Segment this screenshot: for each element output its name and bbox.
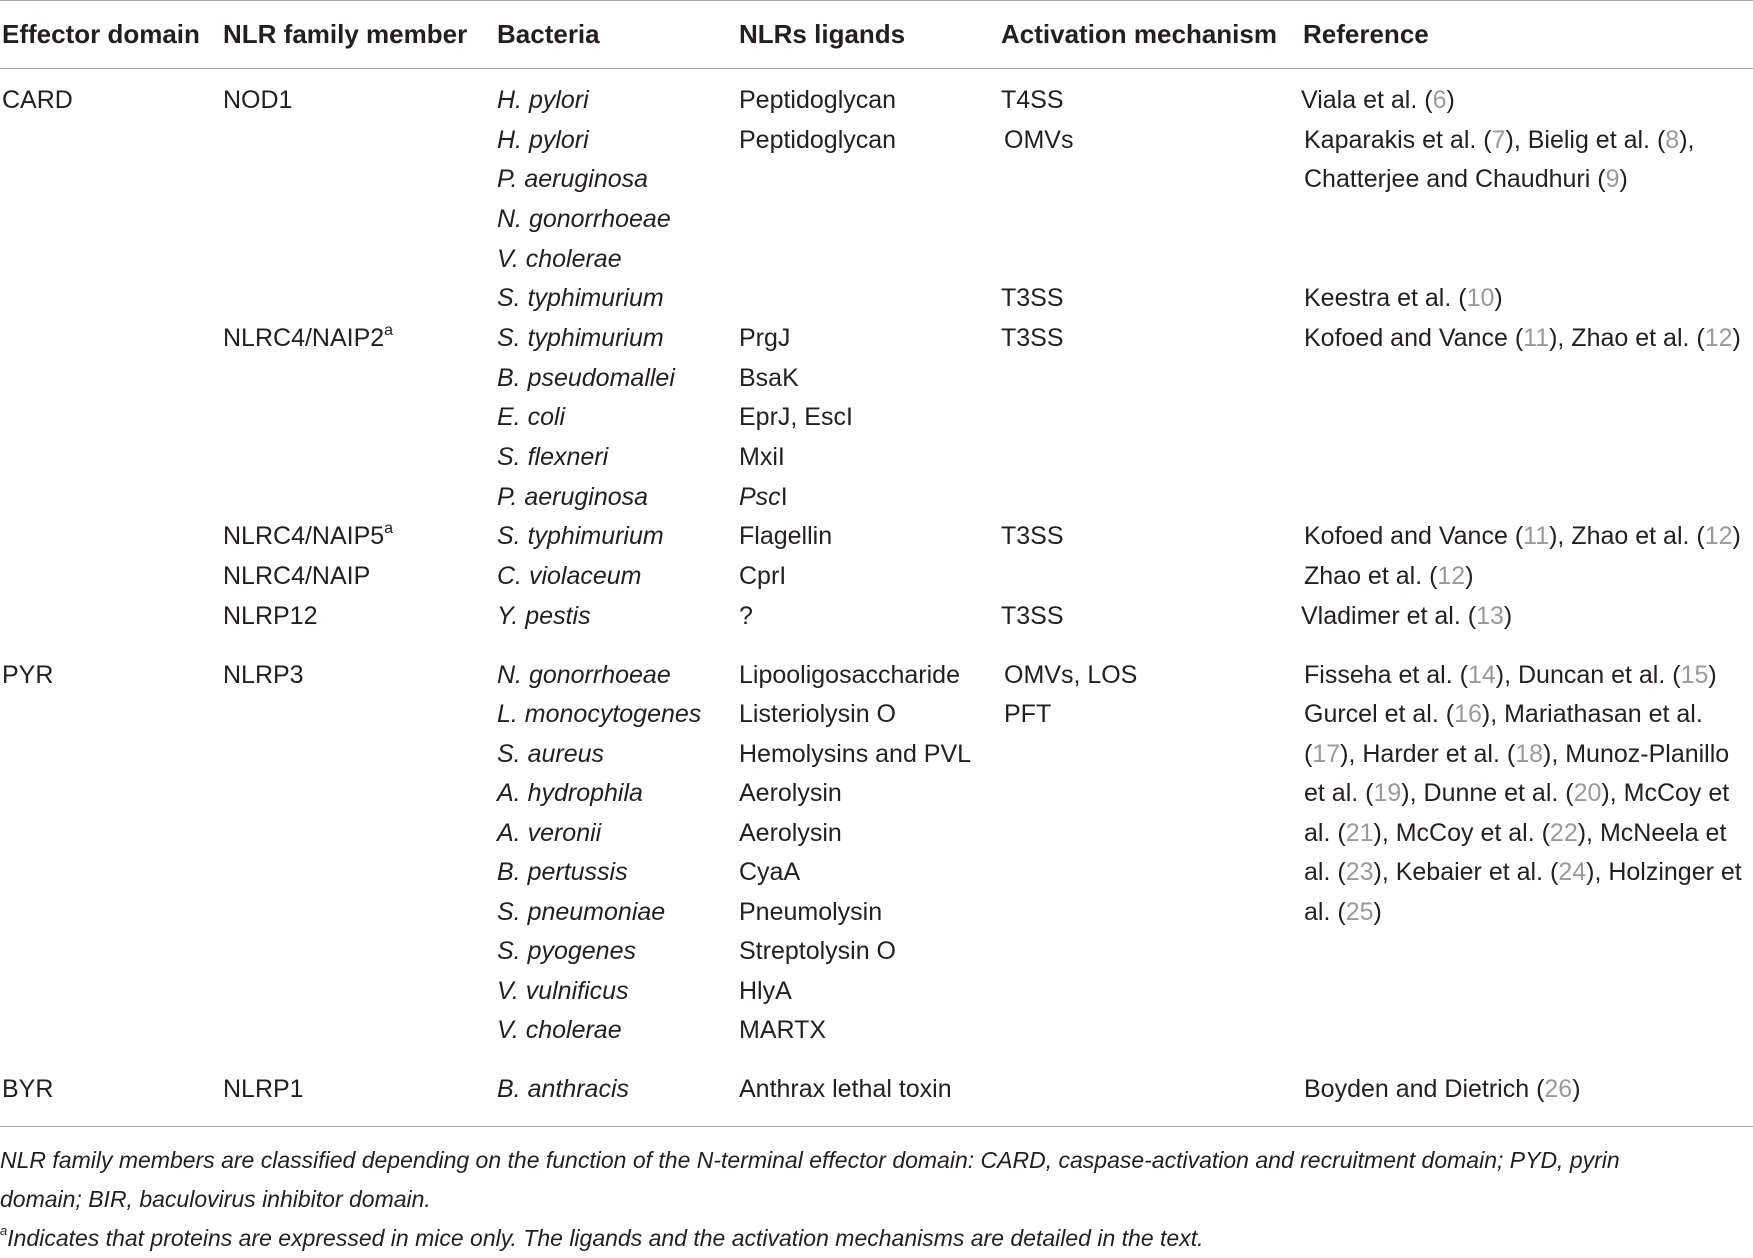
table-cell: T3SS bbox=[1001, 522, 1064, 550]
table-cell: V. vulnificus bbox=[497, 977, 629, 1005]
table-cell: Anthrax lethal toxin bbox=[739, 1075, 952, 1103]
table-header-rule bbox=[0, 68, 1753, 69]
table-cell: S. typhimurium bbox=[497, 522, 664, 550]
table-cell: E. coli bbox=[497, 403, 566, 431]
footnote-classification-continued: domain; BIR, baculovirus inhibitor domain. bbox=[0, 1186, 431, 1212]
table-cell: al. (23), Kebaier et al. (24), Holzinger et bbox=[1304, 858, 1742, 886]
table-cell: ? bbox=[739, 602, 753, 630]
table-cell: Hemolysins and PVL bbox=[739, 740, 972, 768]
reference-number: 13 bbox=[1476, 602, 1504, 630]
header-nlr-family-member: NLR family member bbox=[223, 19, 468, 49]
table-cell: NLRP3 bbox=[223, 661, 304, 689]
table-cell: H. pylori bbox=[497, 126, 589, 154]
table-cell: PYR bbox=[2, 661, 54, 689]
table-cell: OMVs bbox=[1004, 126, 1074, 154]
table-cell: CprI bbox=[739, 562, 787, 590]
table-cell: S. typhimurium bbox=[497, 324, 664, 352]
table-cell: CARD bbox=[2, 86, 73, 114]
table-cell: EprJ, EscI bbox=[739, 403, 853, 431]
table-top-rule bbox=[0, 0, 1753, 1]
table-cell: al. (21), McCoy et al. (22), McNeela et bbox=[1304, 819, 1727, 847]
table-cell: NLRP1 bbox=[223, 1075, 304, 1103]
reference-number: 12 bbox=[1704, 324, 1733, 352]
reference-number: 7 bbox=[1491, 126, 1506, 154]
header-reference: Reference bbox=[1303, 19, 1429, 49]
footnote-marker: a bbox=[384, 519, 394, 537]
table-cell: S. flexneri bbox=[497, 443, 609, 471]
table-cell: al. (25) bbox=[1304, 898, 1382, 926]
footnote-classification: NLR family members are classified depending on the function of the N-terminal effector domain: CARD, caspase-activation and recruitment domain; PYD, pyrin bbox=[0, 1147, 1620, 1173]
table-cell: NOD1 bbox=[223, 86, 293, 114]
table-cell: MARTX bbox=[739, 1016, 827, 1044]
table-cell: OMVs, LOS bbox=[1004, 661, 1138, 689]
table-cell: T4SS bbox=[1001, 86, 1064, 114]
table-cell: Fisseha et al. (14), Duncan et al. (15) bbox=[1304, 661, 1717, 689]
table-cell: Pneumolysin bbox=[739, 898, 883, 926]
table-cell: Aerolysin bbox=[739, 819, 842, 847]
table-cell: NLRC4/NAIP5$^a$ bbox=[223, 519, 394, 550]
table-cell: B. anthracis bbox=[497, 1075, 630, 1103]
reference-number: 11 bbox=[1523, 522, 1550, 550]
table-cell: BYR bbox=[2, 1075, 54, 1103]
table-cell: Streptolysin O bbox=[739, 937, 897, 965]
table-cell: N. gonorrhoeae bbox=[497, 661, 671, 689]
table-cell: Chatterjee and Chaudhuri (9) bbox=[1304, 165, 1628, 193]
footnote-marker: a bbox=[0, 1223, 8, 1239]
table-cell: L. monocytogenes bbox=[497, 700, 702, 728]
reference-number: 18 bbox=[1515, 740, 1544, 768]
table-cell: NLRC4/NAIP bbox=[223, 562, 371, 590]
table-cell: S. typhimurium bbox=[497, 284, 664, 312]
table-cell: Kofoed and Vance (11), Zhao et al. (12) bbox=[1304, 522, 1741, 550]
header-activation-mechanism: Activation mechanism bbox=[1001, 19, 1277, 49]
table-cell: V. cholerae bbox=[497, 245, 622, 273]
table-cell: Viala et al. (6) bbox=[1301, 86, 1455, 114]
table-cell: S. pneumoniae bbox=[497, 898, 666, 926]
reference-number: 25 bbox=[1345, 898, 1374, 926]
footnote-a: $^a$Indicates that proteins are expressed in mice only. The ligands and the activation mechanisms are detailed in the text. bbox=[0, 1223, 1204, 1251]
table-cell: CyaA bbox=[739, 858, 801, 886]
reference-number: 16 bbox=[1454, 700, 1482, 728]
table-cell: Vladimer et al. (13) bbox=[1301, 602, 1513, 630]
footnote-marker: a bbox=[384, 321, 394, 339]
table-cell: NLRP12 bbox=[223, 602, 318, 630]
table-cell: Boyden and Dietrich (26) bbox=[1304, 1075, 1581, 1103]
table-cell: S. pyogenes bbox=[497, 937, 636, 965]
reference-number: 24 bbox=[1558, 858, 1587, 886]
table-cell: B. pertussis bbox=[497, 858, 628, 886]
table-cell: BsaK bbox=[739, 364, 799, 392]
table-cell: Y. pestis bbox=[497, 602, 591, 630]
table-cell: Peptidoglycan bbox=[739, 86, 897, 114]
table-cell: Aerolysin bbox=[739, 779, 842, 807]
reference-number: 15 bbox=[1680, 661, 1709, 689]
table-cell: T3SS bbox=[1001, 284, 1064, 312]
table-cell: Zhao et al. (12) bbox=[1304, 562, 1474, 590]
header-nlrs-ligands: NLRs ligands bbox=[739, 19, 906, 49]
table-cell: T3SS bbox=[1001, 602, 1064, 630]
table-cell: A. hydrophila bbox=[497, 779, 643, 807]
table-cell: HlyA bbox=[739, 977, 792, 1005]
header-bacteria: Bacteria bbox=[497, 19, 600, 49]
table-cell: MxiI bbox=[739, 443, 785, 471]
reference-number: 12 bbox=[1437, 562, 1466, 590]
table-cell: Gurcel et al. (16), Mariathasan et al. bbox=[1304, 700, 1703, 728]
table-cell: et al. (19), Dunne et al. (20), McCoy et bbox=[1304, 779, 1730, 807]
reference-number: 21 bbox=[1345, 819, 1374, 847]
table-cell: S. aureus bbox=[497, 740, 605, 768]
table-cell: (17), Harder et al. (18), Munoz-Planillo bbox=[1304, 740, 1730, 768]
table-cell: Kaparakis et al. (7), Bielig et al. (8), bbox=[1304, 126, 1695, 154]
reference-number: 6 bbox=[1432, 86, 1447, 114]
table-cell: T3SS bbox=[1001, 324, 1064, 352]
reference-number: 20 bbox=[1573, 779, 1602, 807]
table-cell: Listeriolysin O bbox=[739, 700, 896, 728]
table-cell: A. veronii bbox=[497, 819, 602, 847]
reference-number: 10 bbox=[1466, 284, 1495, 312]
table-cell: C. violaceum bbox=[497, 562, 642, 590]
table-cell: B. pseudomallei bbox=[497, 364, 675, 392]
table-cell: P. aeruginosa bbox=[497, 483, 649, 511]
table-cell: NLRC4/NAIP2$^a$ bbox=[223, 321, 394, 352]
reference-number: 11 bbox=[1523, 324, 1550, 352]
reference-number: 19 bbox=[1373, 779, 1402, 807]
reference-number: 26 bbox=[1544, 1075, 1573, 1103]
table-cell: Peptidoglycan bbox=[739, 126, 897, 154]
reference-number: 9 bbox=[1605, 165, 1620, 193]
table-cell: PFT bbox=[1004, 700, 1052, 728]
table-cell: Flagellin bbox=[739, 522, 833, 550]
reference-number: 23 bbox=[1345, 858, 1374, 886]
table-cell: P. aeruginosa bbox=[497, 165, 649, 193]
table-cell: Lipooligosaccharide bbox=[739, 661, 960, 689]
table-cell: PrgJ bbox=[739, 324, 791, 352]
reference-number: 17 bbox=[1312, 740, 1341, 768]
table-bottom-rule bbox=[0, 1126, 1753, 1127]
table-cell: Kofoed and Vance (11), Zhao et al. (12) bbox=[1304, 324, 1741, 352]
reference-number: 14 bbox=[1467, 661, 1496, 689]
reference-number: 22 bbox=[1549, 819, 1578, 847]
reference-number: 8 bbox=[1665, 126, 1680, 154]
table-cell: V. cholerae bbox=[497, 1016, 622, 1044]
table-cell: Keestra et al. (10) bbox=[1304, 284, 1503, 312]
reference-number: 12 bbox=[1704, 522, 1733, 550]
table-cell: H. pylori bbox=[497, 86, 589, 114]
table-cell: N. gonorrhoeae bbox=[497, 205, 671, 233]
header-effector-domain: Effector domain bbox=[2, 19, 200, 49]
table-cell: PscI bbox=[739, 483, 788, 511]
